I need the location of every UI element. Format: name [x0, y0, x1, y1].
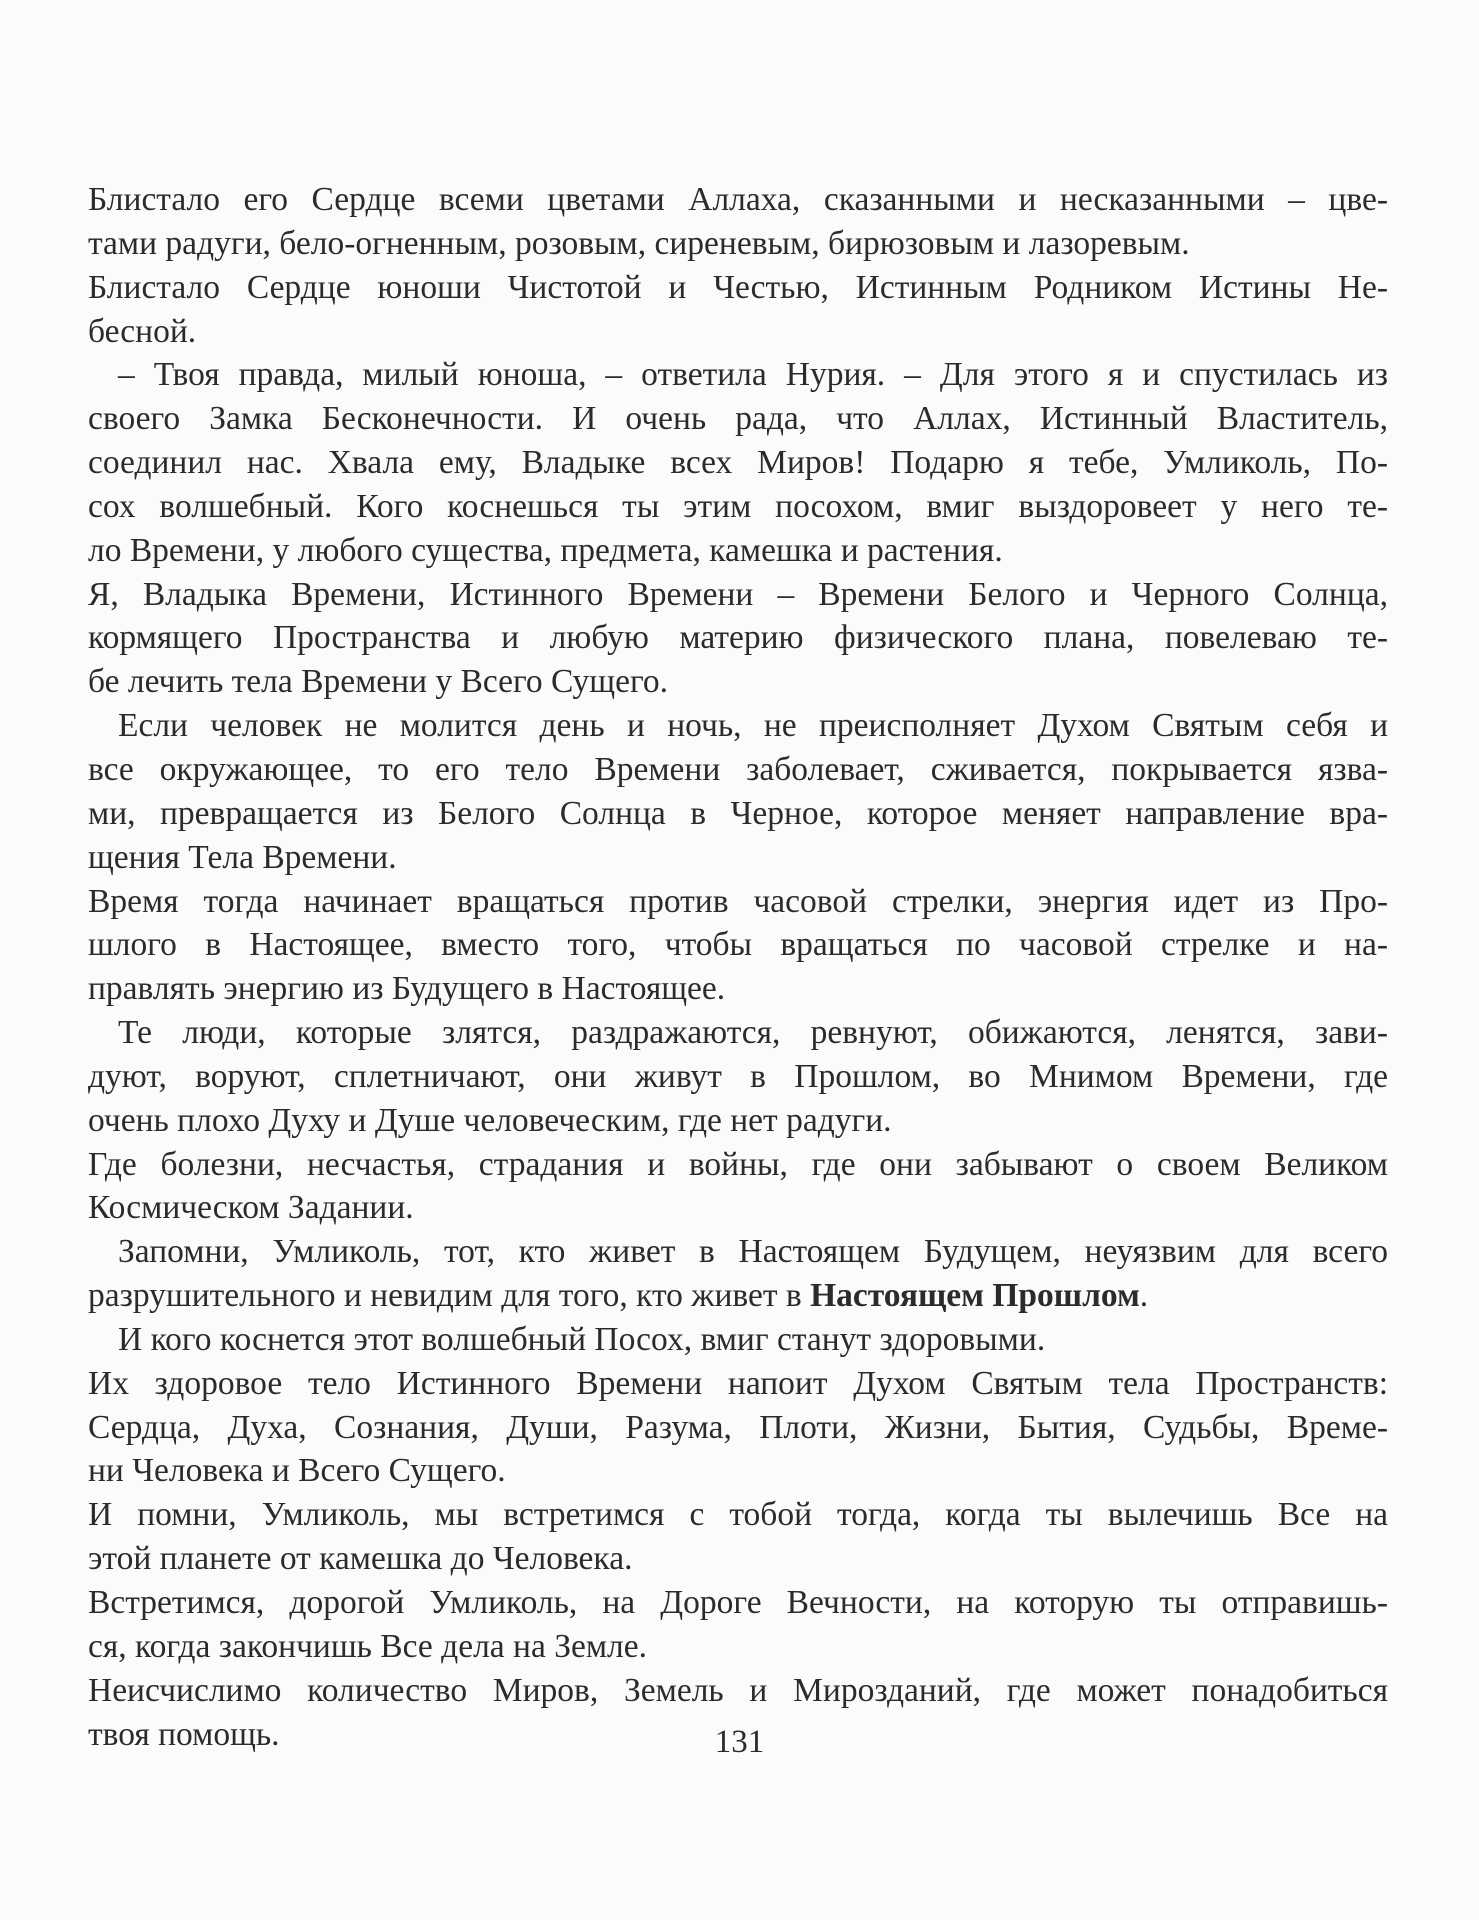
- text-line: [88, 1274, 1388, 1318]
- bold-phrase: Настоящем Прошлом: [810, 1277, 1140, 1315]
- text-line: Встретимся, дорогой Умликоль, на Дороге Вечности, на которую ты отправишь-: [88, 1584, 1388, 1621]
- text-line: правлять энергию из Будущего в Настоящее.: [88, 970, 726, 1008]
- text-line: сох волшебный. Кого коснешься ты этим посохом, вмиг выздоровеет у него те-: [88, 487, 1388, 525]
- text-line: шлого в Настоящее, вместо того, чтобы вращаться по часовой стрелке и на-: [88, 926, 1388, 964]
- text-line: ни Человека и Всего Сущего.: [88, 1452, 506, 1490]
- text-line: Блистало его Сердце всеми цветами Аллаха, сказанными и несказанными – цве-: [88, 181, 1388, 218]
- text-line: И кого коснется этот волшебный Посох, вмиг станут здоровыми.: [118, 1320, 1046, 1358]
- text-segment: разрушительного и невидим для того, кто живет в: [88, 1277, 811, 1315]
- text-line: Время тогда начинает вращаться против часовой стрелки, энергия идет из Про-: [88, 882, 1388, 920]
- text-line: дуют, воруют, сплетничают, они живут в Прошлом, во Мнимом Времени, где: [88, 1057, 1388, 1095]
- text-line: бе лечить тела Времени у Всего Сущего.: [88, 663, 669, 701]
- text-line: ся, когда закончишь Все дела на Земле.: [88, 1627, 648, 1665]
- text-segment: .: [1139, 1277, 1149, 1315]
- text-line: ми, превращается из Белого Солнца в Черное, которое меняет направление вра-: [88, 794, 1388, 832]
- text-line: своего Замка Бесконечности. И очень рада, что Аллах, Истинный Властитель,: [88, 400, 1388, 438]
- text-line: Их здоровое тело Истинного Времени напоит Духом Святым тела Пространств:: [88, 1364, 1388, 1402]
- text-line: Блистало Сердце юноши Чистотой и Честью, Истинным Родником Истины Не-: [88, 268, 1388, 306]
- page-number: 131: [714, 1724, 765, 1760]
- text-line: Где болезни, несчастья, страдания и войны, где они забывают о своем Великом: [88, 1145, 1388, 1183]
- text-line: все окружающее, то его тело Времени заболевает, сживается, покрывается язва-: [88, 750, 1388, 788]
- text-line: бесной.: [88, 312, 197, 350]
- text-line: Запомни, Умликоль, тот, кто живет в Настоящем Будущем, неуязвим для всего: [118, 1233, 1388, 1271]
- text-line: Сердца, Духа, Сознания, Души, Разума, Плоти, Жизни, Бытия, Судьбы, Време-: [88, 1408, 1388, 1446]
- text-line: очень плохо Духу и Душе человеческим, где нет радуги.: [88, 1101, 892, 1139]
- text-line: тами радуги, бело-огненным, розовым, сиреневым, бирюзовым и лазоревым.: [88, 224, 1190, 262]
- text-line: – Твоя правда, милый юноша, – ответила Нурия. – Для этого я и спустилась из: [118, 356, 1388, 394]
- text-line: этой планете от камешка до Человека.: [88, 1540, 633, 1578]
- text-line: твоя помощь.: [88, 1715, 280, 1753]
- text-line: Космическом Задании.: [88, 1189, 414, 1227]
- body-text: [88, 178, 1388, 1756]
- text-line: ло Времени, у любого существа, предмета, камешка и растения.: [88, 531, 1003, 569]
- text-line: И помни, Умликоль, мы встретимся с тобой тогда, когда ты вылечишь Все на: [88, 1496, 1388, 1534]
- text-line: Если человек не молится день и ночь, не преисполняет Духом Святым себя и: [118, 707, 1388, 745]
- text-line: Те люди, которые злятся, раздражаются, ревнуют, обижаются, ленятся, зави-: [118, 1014, 1388, 1052]
- text-line: щения Тела Времени.: [88, 838, 397, 876]
- text-line: соединил нас. Хвала ему, Владыке всех Миров! Подарю я тебе, Умликоль, По-: [88, 444, 1388, 482]
- text-line: Неисчислимо количество Миров, Земель и Мирозданий, где может понадобиться: [88, 1671, 1388, 1709]
- text-line: Я, Владыка Времени, Истинного Времени – Времени Белого и Черного Солнца,: [88, 575, 1388, 613]
- text-line: кормящего Пространства и любую материю физического плана, повелеваю те-: [88, 619, 1388, 657]
